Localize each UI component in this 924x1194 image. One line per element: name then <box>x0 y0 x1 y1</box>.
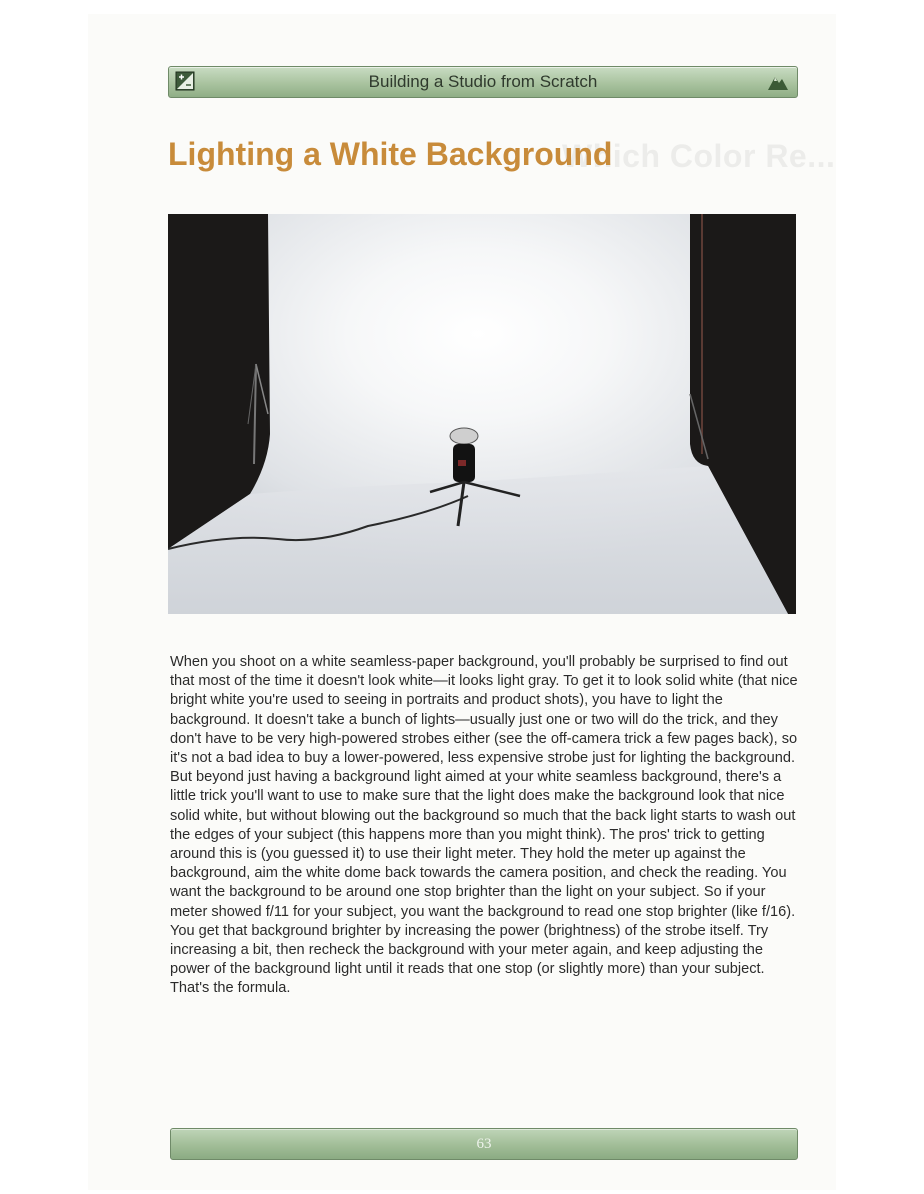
page-title: Lighting a White Background <box>168 136 613 172</box>
page-footer-banner <box>170 1128 798 1160</box>
body-paragraph: When you shoot on a white seamless-paper background, you'll probably be surprised to find out that most of the time it doesn't look white—it looks light gray. To get it to look solid white (that nice bright white you're used to seeing in portraits and product shots), you have to light the background. It doesn't take a bunch of lights—usually just one or two will do the trick, and they don't have to be very high-powered strobes either (see the off-camera trick a few pages back), so it's not a bad idea to buy a lower-powered, less expensive strobe just for lighting the background. But beyond just having a background light aimed at your white seamless background, there's a little trick you'll want to use to make sure that the light does make the background look that nice solid white, but without blowing out the background so much that the back light starts to wash out the edges of your subject (this happens more than you might think). The pros' trick to getting around this is (you guessed it) to use their light meter. They hold the meter up against the background, aim the white dome back towards the camera position, and check the reading. You want the background to be around one stop brighter than the light on your subject. So if your meter showed f/11 for your subject, you want the background to read one stop brighter (like f/16). You get that background brighter by increasing the power (brightness) of the strobe itself. Try increasing a bit, then recheck the background with your meter again, and keep adjusting the power of the background light until it reads that one stop (or slightly more) than your subject. That's the formula. <box>170 654 798 997</box>
strobe-on-white-seamless-photo <box>168 214 796 614</box>
page-number: 63 <box>476 1136 492 1152</box>
section-header-banner <box>168 66 798 98</box>
mountain-icon <box>767 73 789 91</box>
section-title: Building a Studio from Scratch <box>368 72 598 91</box>
faded-heading-bleedthrough: Which Color Re... <box>562 138 836 174</box>
